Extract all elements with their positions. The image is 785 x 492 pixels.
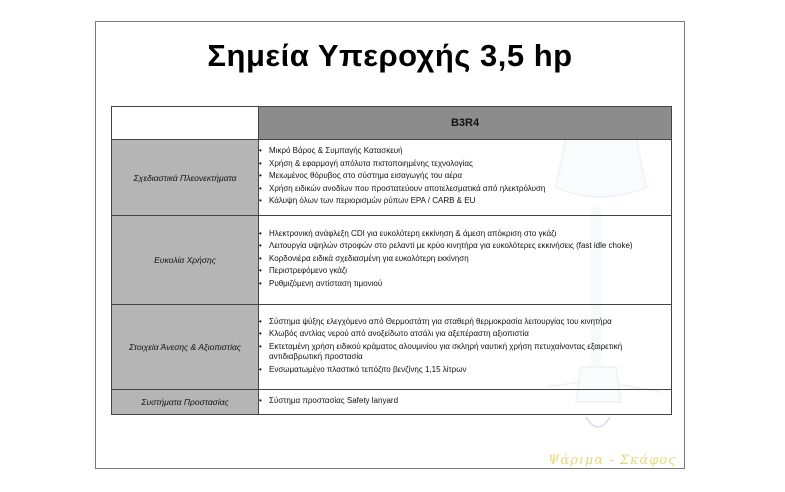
list-item: • Μικρό Βάρος & Συμπαγής Κατασκευή xyxy=(259,146,671,157)
list-item: • Μειωμένος θόρυβος στο σύστημα εισαγωγής του αέρα xyxy=(259,171,671,182)
slide xyxy=(95,21,685,469)
list-item: • Κάλυψη όλων των περιορισμών ρύπων EPA / CARB & EU xyxy=(259,196,671,207)
row-items xyxy=(259,216,672,305)
list-item: • Ενσωματωμένο πλαστικό τεπόζιτο βενζίνης 1,15 λίτρων xyxy=(259,365,671,376)
list-item: • Χρήση & εφαρμογή απόλυτα πιστοποιημένης τεχνολογίας xyxy=(259,159,671,170)
slide-title: Σημεία Υπεροχής 3,5 hp xyxy=(207,38,573,73)
list-item: • Κλωβός αντλίας νερού από ανοξείδωτο ατσάλι για αξεπέραστη αξιοπιστία xyxy=(259,329,671,340)
row-items xyxy=(259,390,672,415)
list-item: • Εκτεταμένη χρήση ειδικού κράματος αλουμινίου για σκληρή ναυτική χρήση πετυχαίνοντας εξαιρετική αντιδιαβρωτική προστασία xyxy=(259,342,671,363)
category-design: Σχεδιαστικά Πλεονεκτήματα xyxy=(112,140,259,216)
row-items xyxy=(259,305,672,390)
category-comfort-reliability: Στοιχεία Άνεσης & Αξιοπιστίας xyxy=(112,305,259,390)
category-ease-of-use: Ευκολία Χρήσης xyxy=(112,216,259,305)
list-item: • Κορδονιέρα ειδικά σχεδιασμένη για ευκολότερη εκκίνηση xyxy=(259,254,671,265)
list-item: • Λειτουργία υψηλών στροφών στο ρελαντί με κρύο κινητήρα για ευκολότερες εκκινήσεις (fast idle choke) xyxy=(259,241,671,252)
list-item: • Ηλεκτρονική ανάφλεξη CDI για ευκολότερη εκκίνηση & άμεση απόκριση στο γκάζι xyxy=(259,229,671,240)
header-blank-cell xyxy=(112,107,259,140)
table-row xyxy=(112,216,672,305)
table-row xyxy=(112,390,672,415)
list-item: • Σύστημα ψύξης ελεγχόμενο από Θερμοστάτη για σταθερή θερμοκρασία λειτουργίας του κινητήρα xyxy=(259,317,671,328)
table-header-row xyxy=(112,107,672,140)
category-protection: Συστήματα Προστασίας xyxy=(112,390,259,415)
list-item: • Ρυθμιζόμενη αντίσταση τιμονιού xyxy=(259,279,671,290)
row-items xyxy=(259,140,672,216)
table-row xyxy=(112,305,672,390)
list-item: • Περιστρεφόμενο γκάζι xyxy=(259,266,671,277)
signature-watermark: Ψάριμα - Σκάφος xyxy=(548,453,677,468)
model-header: B3R4 xyxy=(259,107,672,140)
features-table xyxy=(111,106,672,415)
table-row xyxy=(112,140,672,216)
list-item: • Σύστημα προστασίας Safety lanyard xyxy=(259,396,671,407)
list-item: • Χρήση ειδικών ανοδίων που προστατεύουν αποτελεσματικά από ηλεκτρόλυση xyxy=(259,184,671,195)
